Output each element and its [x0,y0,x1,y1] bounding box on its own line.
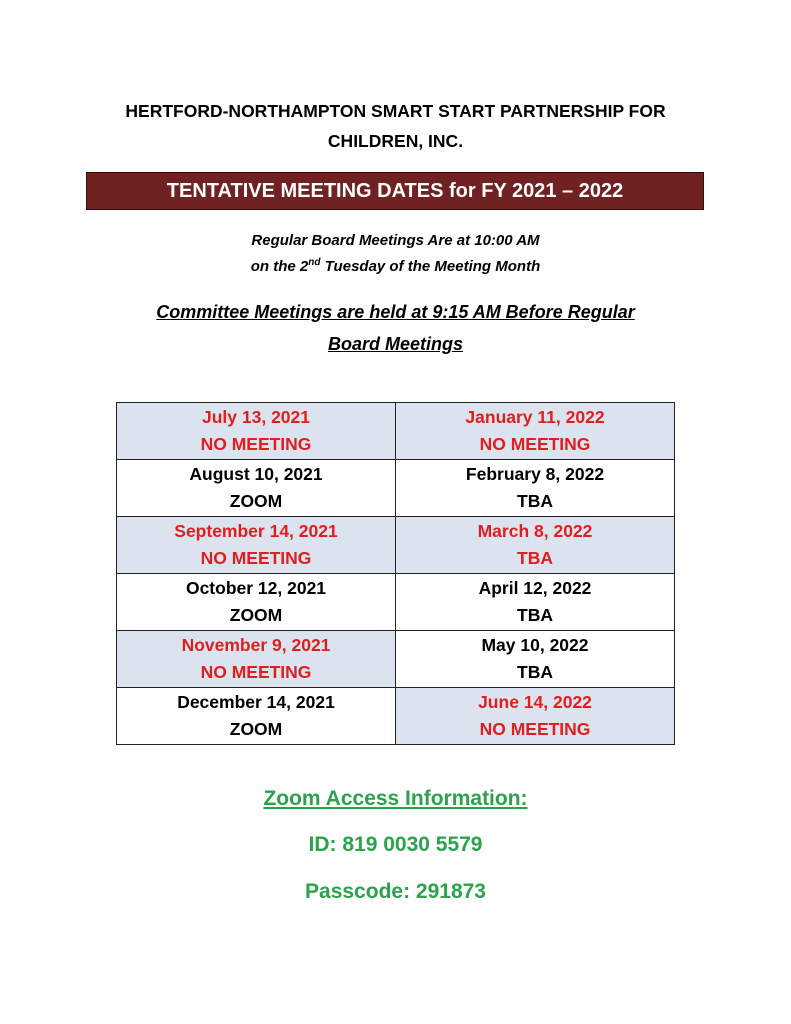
meeting-date: January 11, 2022 [465,407,605,427]
meeting-status: TBA [517,491,553,511]
regular-meeting-line2: on the 2nd Tuesday of the Meeting Month [250,257,541,275]
meeting-date: July 13, 2021 [202,407,310,427]
meeting-status: TBA [517,605,553,625]
committee-meeting-info [100,296,691,360]
meeting-status: TBA [517,548,553,568]
meeting-date: March 8, 2022 [477,521,593,541]
meeting-status: NO MEETING [200,662,312,682]
schedule-cell [117,631,396,688]
meeting-status: NO MEETING [200,434,312,454]
regular-meeting-info [60,228,731,280]
table-row [117,631,675,688]
meeting-status: NO MEETING [479,434,591,454]
organization-name-line1: HERTFORD-NORTHAMPTON SMART START PARTNERSHIP FOR [125,101,666,121]
schedule-cell [396,574,675,631]
zoom-passcode: Passcode: 291873 [305,880,486,903]
schedule-cell [117,574,396,631]
schedule-cell [396,403,675,460]
meeting-date: February 8, 2022 [465,464,605,484]
table-row [117,403,675,460]
organization-name-line2: CHILDREN, INC. [327,131,464,151]
meeting-status: TBA [517,662,553,682]
schedule-cell [396,460,675,517]
meeting-date: August 10, 2021 [189,464,323,484]
meeting-dates-banner: TENTATIVE MEETING DATES for FY 2021 – 2022 [86,172,704,210]
schedule-cell [117,403,396,460]
meeting-status: ZOOM [229,719,283,739]
regular-meeting-line1: Regular Board Meetings Are at 10:00 AM [251,232,540,249]
meeting-date: May 10, 2022 [481,635,589,655]
zoom-access-heading: Zoom Access Information: [263,787,528,810]
meeting-status: NO MEETING [479,719,591,739]
meeting-date: November 9, 2021 [181,635,331,655]
meeting-status: NO MEETING [200,548,312,568]
schedule-cell [117,460,396,517]
table-row [117,460,675,517]
schedule-cell [396,631,675,688]
table-row [117,688,675,745]
committee-meeting-line1: Committee Meetings are held at 9:15 AM Before Regular [156,302,635,322]
meeting-date: September 14, 2021 [174,521,338,541]
organization-name [60,96,731,156]
zoom-meeting-id: ID: 819 0030 5579 [308,833,483,856]
table-row [117,574,675,631]
schedule-cell [396,688,675,745]
meeting-status: ZOOM [229,491,283,511]
schedule-cell [117,517,396,574]
meeting-schedule-table [116,402,675,745]
meeting-date: June 14, 2022 [478,692,592,712]
schedule-cell [396,517,675,574]
meeting-date: April 12, 2022 [478,578,592,598]
meeting-date: December 14, 2021 [177,692,335,712]
meeting-status: ZOOM [229,605,283,625]
meeting-date: October 12, 2021 [185,578,327,598]
table-row [117,517,675,574]
committee-meeting-line2: Board Meetings [327,334,464,354]
schedule-cell [117,688,396,745]
